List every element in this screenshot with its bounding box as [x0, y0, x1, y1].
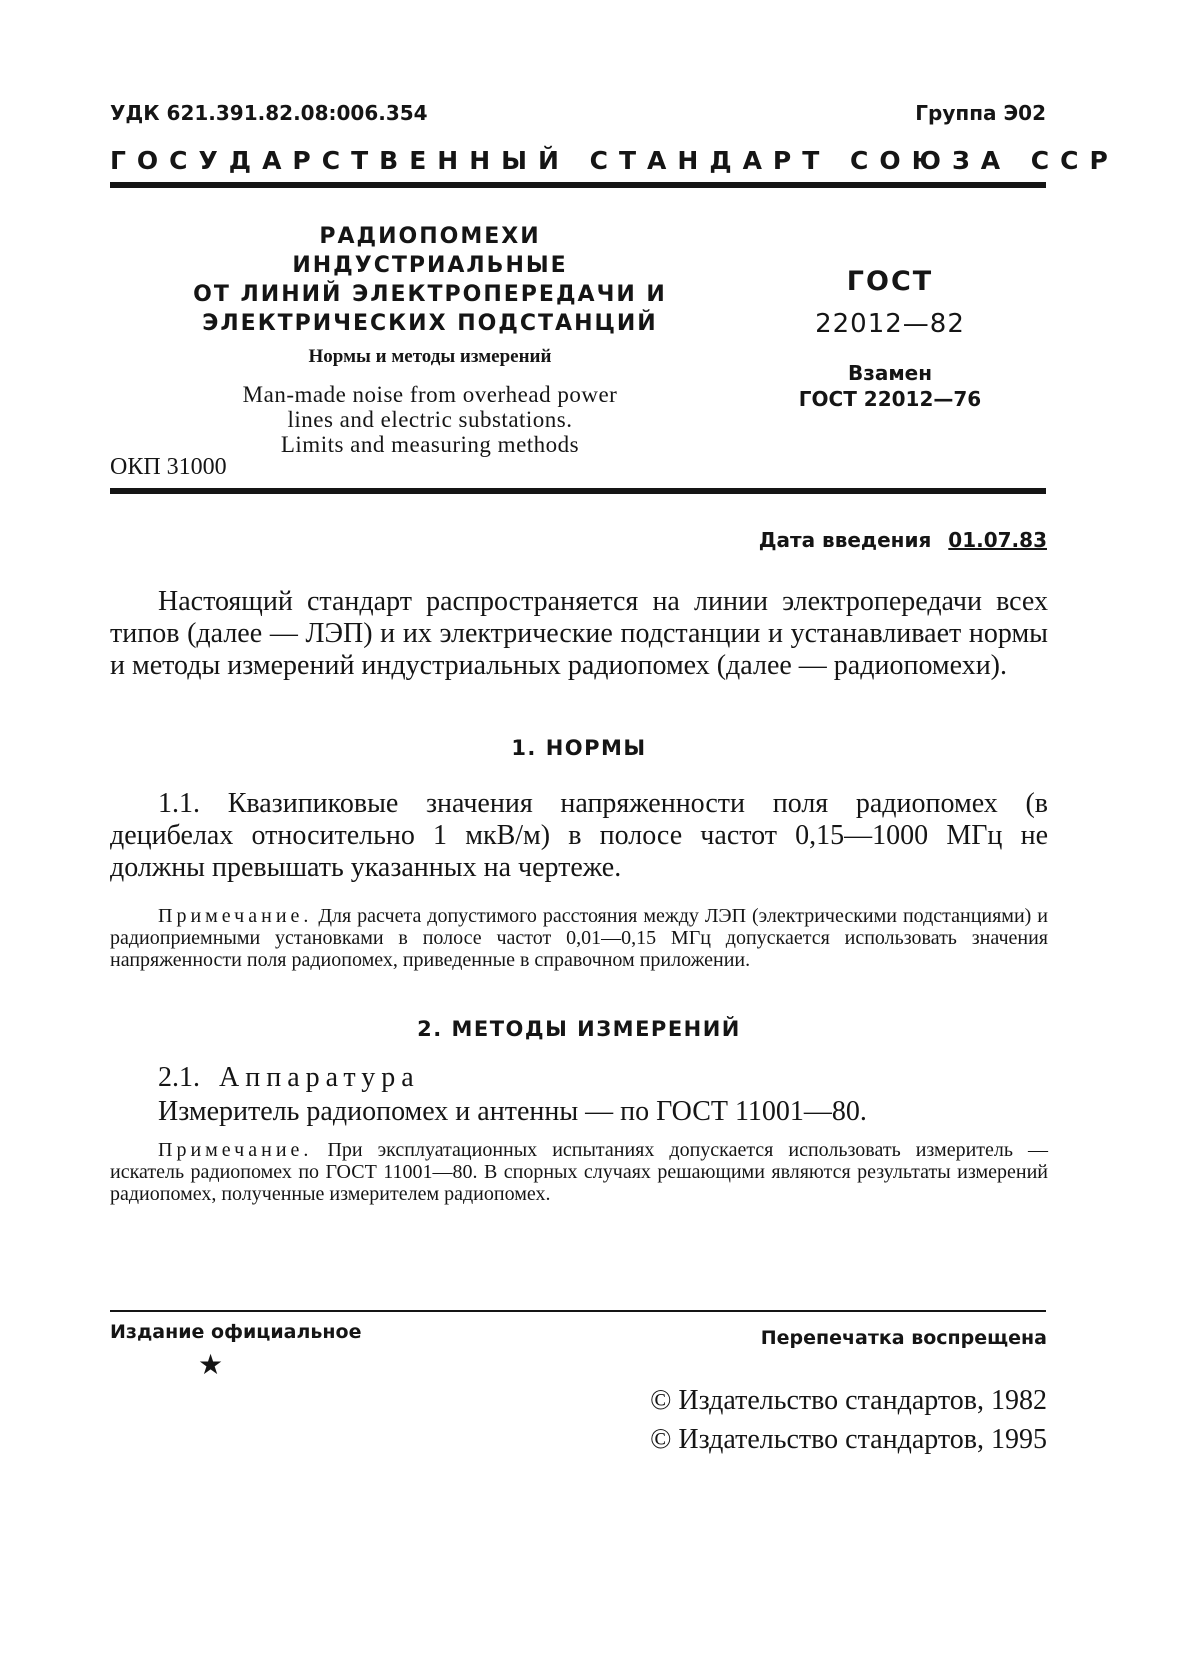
middle-rule [110, 488, 1046, 494]
group-code: Группа Э02 [915, 101, 1046, 125]
section-1-heading: 1. НОРМЫ [511, 736, 647, 760]
title-en-line-2: lines and electric substations. [287, 407, 573, 432]
gost-label: ГОСТ [846, 266, 934, 297]
replaces-label: Взамен [847, 361, 933, 385]
note-2-text: При эксплуатационных испытаниях допускается использовать измеритель — искатель радиопомех по ГОСТ 11001—80. В спорных случаях решающими являются результаты измерений радиопомех, полученные измерителем радиопомех. [110, 1139, 1049, 1205]
intro-date [759, 528, 1047, 552]
title-line-2: ОТ ЛИНИЙ ЭЛЕКТРОПЕРЕДАЧИ И [193, 282, 667, 307]
paragraph-2-1-title: Аппаратура [219, 1062, 420, 1093]
paragraph-2-1-number: 2.1. [158, 1062, 200, 1093]
title-en-line-1: Man-made noise from overhead power [242, 382, 618, 407]
note-1 [110, 905, 1048, 971]
paragraph-2-1-heading [158, 1062, 1048, 1094]
gost-number: 22012—82 [815, 309, 965, 339]
okp-code: ОКП 31000 [110, 454, 227, 480]
state-standard-heading: ГОСУДАРСТВЕННЫЙ СТАНДАРТ СОЮЗА ССР [110, 146, 1119, 175]
intro-date-label: Дата введения [758, 528, 932, 552]
replaces-value: ГОСТ 22012—76 [798, 387, 982, 411]
top-rule [110, 182, 1046, 188]
paragraph-2-1-text: Измеритель радиопомех и антенны — по ГОСТ 11001—80. [158, 1096, 867, 1127]
reprint-notice: Перепечатка воспрещена [760, 1327, 1047, 1349]
edition-label: Издание официальное [110, 1321, 362, 1343]
star-icon: ★ [198, 1350, 224, 1381]
paragraph-1-1: 1.1. Квазипиковые значения напряженности поля радиопомех (в децибелах относительно 1 мкВ/м) в полосе частот 0,15—1000 МГц не должны превышать указанных на чертеже. [110, 788, 1048, 883]
footer-rule [110, 1310, 1046, 1312]
udk-code: УДК 621.391.82.08:006.354 [110, 101, 428, 125]
note-2-label: Примечание. [158, 1139, 313, 1161]
note-1-label: Примечание. [158, 905, 313, 927]
copyright-1982: © Издательство стандартов, 1982 [650, 1385, 1047, 1416]
subtitle: Нормы и методы измерений [308, 346, 552, 367]
intro-date-value: 01.07.83 [948, 528, 1047, 552]
gost-block [780, 266, 1000, 411]
title-en-line-3: Limits and measuring methods [280, 432, 580, 457]
title-line-1: РАДИОПОМЕХИ ИНДУСТРИАЛЬНЫЕ [292, 224, 568, 278]
intro-paragraph: Настоящий стандарт распространяется на линии электропередачи всех типов (далее — ЛЭП) и их электрические подстанции и устанавливает нормы и методы измерений индустриальных радиопомех (далее — радиопомехи). [110, 586, 1048, 681]
title-line-3: ЭЛЕКТРИЧЕСКИХ ПОДСТАНЦИЙ [202, 311, 658, 336]
title-block [180, 222, 680, 457]
note-1-text: Для расчета допустимого расстояния между ЛЭП (электрическими подстанциями) и радиоприемными установками в полосе частот 0,01—0,15 МГц допускается использовать значения напряженности поля радиопомех, приведенные в справочном приложении. [110, 905, 1049, 971]
copyright-1995: © Издательство стандартов, 1995 [650, 1424, 1047, 1455]
section-2-heading: 2. МЕТОДЫ ИЗМЕРЕНИЙ [417, 1017, 741, 1041]
note-2 [110, 1139, 1048, 1205]
